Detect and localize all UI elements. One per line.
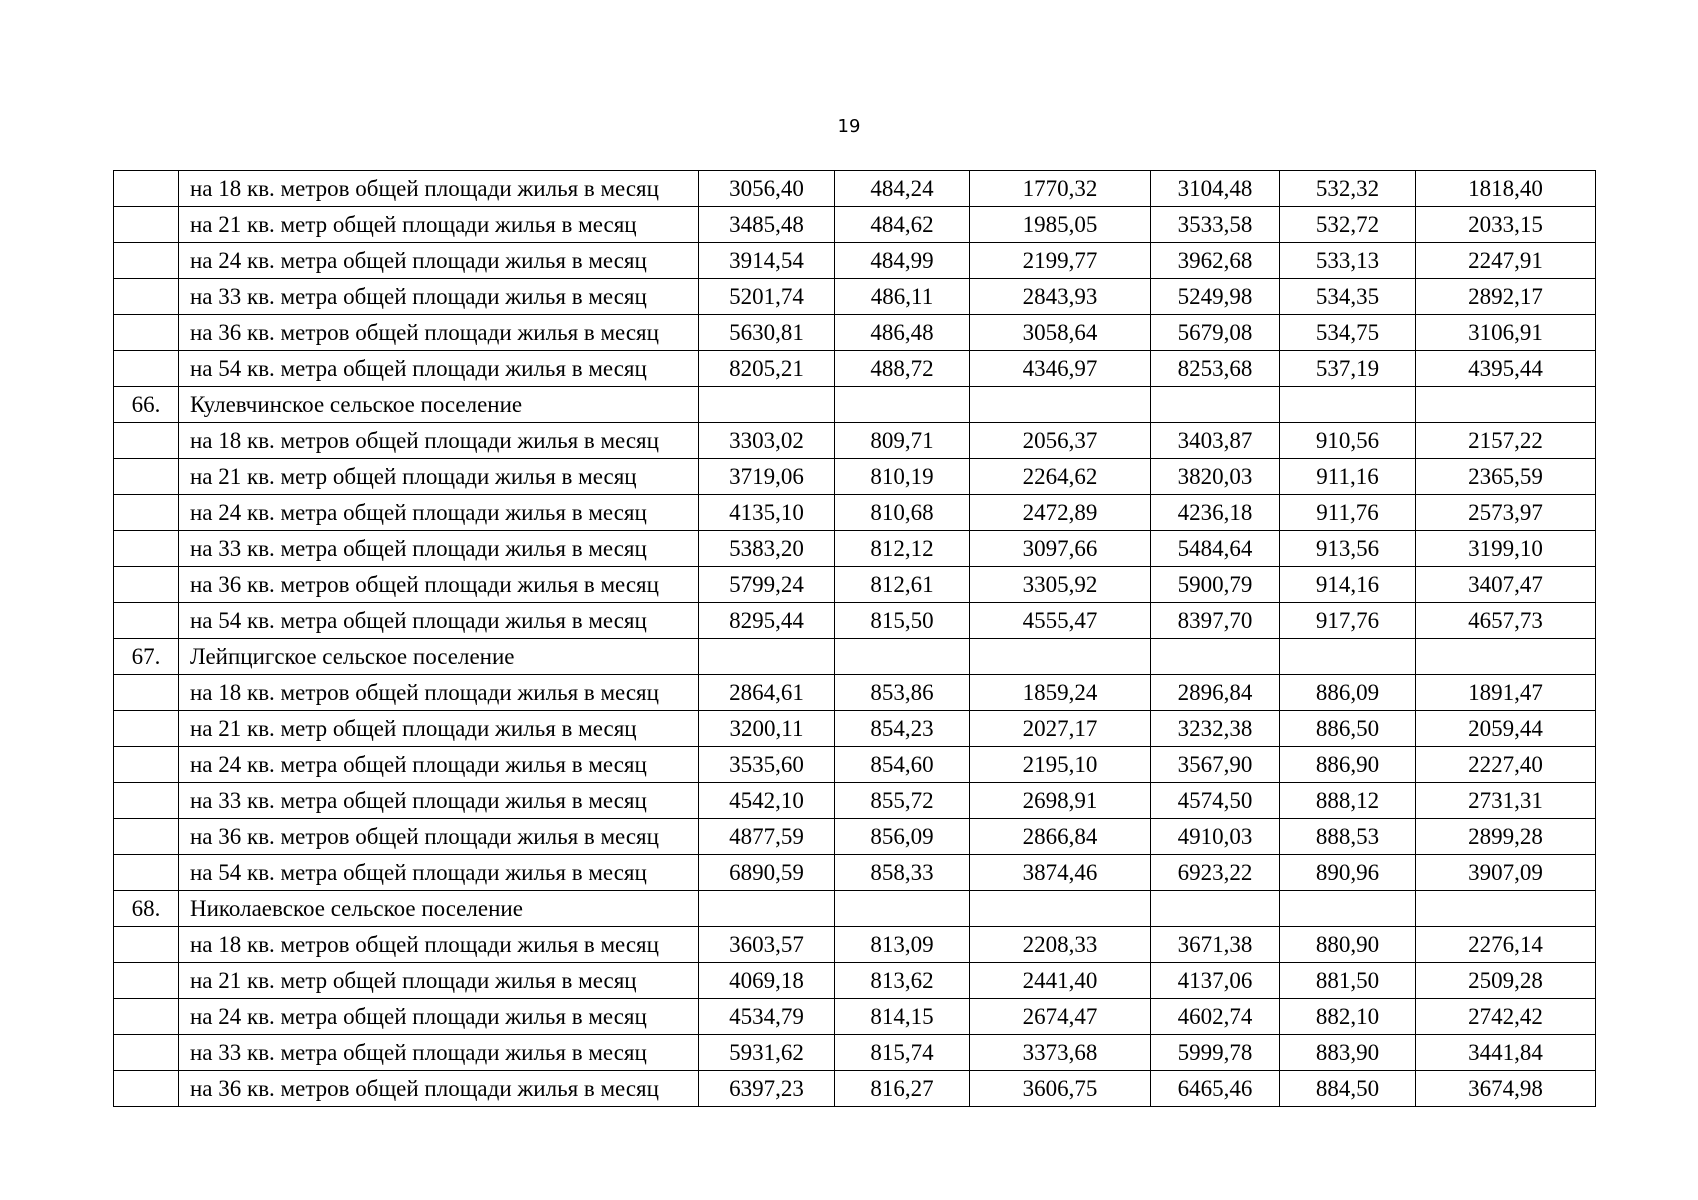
value-cell-4: 5679,08 xyxy=(1151,315,1280,351)
value-cell-2: 854,23 xyxy=(835,711,970,747)
row-index-cell xyxy=(114,243,179,279)
value-cell-5: 882,10 xyxy=(1280,999,1416,1035)
value-cell-4: 4236,18 xyxy=(1151,495,1280,531)
value-cell-2: 854,60 xyxy=(835,747,970,783)
row-index-cell xyxy=(114,711,179,747)
value-cell-3: 2208,33 xyxy=(970,927,1151,963)
value-cell-1: 4534,79 xyxy=(699,999,835,1035)
area-description-cell: на 18 кв. метров общей площади жилья в месяц xyxy=(179,423,699,459)
table-row xyxy=(114,243,1596,279)
row-index-cell xyxy=(114,207,179,243)
table-row xyxy=(114,999,1596,1035)
row-index-cell: 66. xyxy=(114,387,179,423)
value-cell-1 xyxy=(699,387,835,423)
value-cell-5: 881,50 xyxy=(1280,963,1416,999)
value-cell-3 xyxy=(970,891,1151,927)
value-cell-3 xyxy=(970,387,1151,423)
value-cell-6: 3441,84 xyxy=(1416,1035,1596,1071)
value-cell-3: 2027,17 xyxy=(970,711,1151,747)
table-row xyxy=(114,675,1596,711)
area-description-cell: на 18 кв. метров общей площади жилья в месяц xyxy=(179,675,699,711)
value-cell-1: 8205,21 xyxy=(699,351,835,387)
value-cell-3: 2264,62 xyxy=(970,459,1151,495)
value-cell-3: 3058,64 xyxy=(970,315,1151,351)
value-cell-3: 2843,93 xyxy=(970,279,1151,315)
value-cell-6: 2157,22 xyxy=(1416,423,1596,459)
table-row xyxy=(114,459,1596,495)
value-cell-1: 3056,40 xyxy=(699,171,835,207)
value-cell-4: 5249,98 xyxy=(1151,279,1280,315)
row-index-cell xyxy=(114,1071,179,1107)
value-cell-2: 810,19 xyxy=(835,459,970,495)
row-index-cell xyxy=(114,423,179,459)
value-cell-2: 853,86 xyxy=(835,675,970,711)
value-cell-6: 1891,47 xyxy=(1416,675,1596,711)
value-cell-4: 3820,03 xyxy=(1151,459,1280,495)
value-cell-3: 3305,92 xyxy=(970,567,1151,603)
value-cell-1: 3535,60 xyxy=(699,747,835,783)
value-cell-3: 3606,75 xyxy=(970,1071,1151,1107)
row-index-cell xyxy=(114,531,179,567)
area-description-cell: на 36 кв. метров общей площади жилья в месяц xyxy=(179,1071,699,1107)
row-index-cell xyxy=(114,675,179,711)
value-cell-4 xyxy=(1151,891,1280,927)
value-cell-4: 5900,79 xyxy=(1151,567,1280,603)
settlement-name-cell: Лейпцигское сельское поселение xyxy=(179,639,699,675)
area-description-cell: на 33 кв. метра общей площади жилья в месяц xyxy=(179,783,699,819)
value-cell-3 xyxy=(970,639,1151,675)
table-row xyxy=(114,819,1596,855)
value-cell-4: 5999,78 xyxy=(1151,1035,1280,1071)
row-index-cell xyxy=(114,783,179,819)
value-cell-3: 4346,97 xyxy=(970,351,1151,387)
value-cell-2: 812,61 xyxy=(835,567,970,603)
value-cell-5: 911,76 xyxy=(1280,495,1416,531)
value-cell-5: 886,50 xyxy=(1280,711,1416,747)
area-description-cell: на 21 кв. метр общей площади жилья в месяц xyxy=(179,711,699,747)
value-cell-5: 532,72 xyxy=(1280,207,1416,243)
area-description-cell: на 24 кв. метра общей площади жилья в месяц xyxy=(179,495,699,531)
area-description-cell: на 54 кв. метра общей площади жилья в месяц xyxy=(179,351,699,387)
value-cell-6: 2573,97 xyxy=(1416,495,1596,531)
value-cell-6: 3106,91 xyxy=(1416,315,1596,351)
value-cell-2: 488,72 xyxy=(835,351,970,387)
area-description-cell: на 18 кв. метров общей площади жилья в месяц xyxy=(179,927,699,963)
value-cell-5: 886,90 xyxy=(1280,747,1416,783)
value-cell-6: 2899,28 xyxy=(1416,819,1596,855)
row-index-cell xyxy=(114,171,179,207)
value-cell-6: 2892,17 xyxy=(1416,279,1596,315)
value-cell-4: 8397,70 xyxy=(1151,603,1280,639)
row-index-cell xyxy=(114,459,179,495)
value-cell-2: 486,11 xyxy=(835,279,970,315)
value-cell-2: 813,62 xyxy=(835,963,970,999)
row-index-cell xyxy=(114,999,179,1035)
area-description-cell: на 54 кв. метра общей площади жилья в месяц xyxy=(179,855,699,891)
value-cell-2: 812,12 xyxy=(835,531,970,567)
value-cell-1: 6890,59 xyxy=(699,855,835,891)
row-index-cell xyxy=(114,603,179,639)
area-description-cell: на 54 кв. метра общей площади жилья в месяц xyxy=(179,603,699,639)
value-cell-6: 2509,28 xyxy=(1416,963,1596,999)
area-description-cell: на 33 кв. метра общей площади жилья в месяц xyxy=(179,1035,699,1071)
value-cell-4: 6923,22 xyxy=(1151,855,1280,891)
value-cell-4: 4137,06 xyxy=(1151,963,1280,999)
value-cell-6: 3199,10 xyxy=(1416,531,1596,567)
area-description-cell: на 21 кв. метр общей площади жилья в месяц xyxy=(179,963,699,999)
row-index-cell xyxy=(114,747,179,783)
value-cell-2 xyxy=(835,387,970,423)
row-index-cell xyxy=(114,927,179,963)
settlement-name-cell: Николаевское сельское поселение xyxy=(179,891,699,927)
value-cell-4: 4602,74 xyxy=(1151,999,1280,1035)
table-row xyxy=(114,207,1596,243)
table-row xyxy=(114,1071,1596,1107)
section-row xyxy=(114,891,1596,927)
row-index-cell xyxy=(114,855,179,891)
value-cell-2: 810,68 xyxy=(835,495,970,531)
value-cell-2: 484,62 xyxy=(835,207,970,243)
table-row xyxy=(114,567,1596,603)
value-cell-4: 3567,90 xyxy=(1151,747,1280,783)
value-cell-1: 5630,81 xyxy=(699,315,835,351)
table-row xyxy=(114,603,1596,639)
value-cell-3: 3373,68 xyxy=(970,1035,1151,1071)
area-description-cell: на 36 кв. метров общей площади жилья в месяц xyxy=(179,819,699,855)
section-row xyxy=(114,639,1596,675)
value-cell-4: 3962,68 xyxy=(1151,243,1280,279)
value-cell-1: 5383,20 xyxy=(699,531,835,567)
row-index-cell: 68. xyxy=(114,891,179,927)
value-cell-6: 2731,31 xyxy=(1416,783,1596,819)
value-cell-4: 4574,50 xyxy=(1151,783,1280,819)
value-cell-5: 534,75 xyxy=(1280,315,1416,351)
value-cell-6: 4395,44 xyxy=(1416,351,1596,387)
value-cell-5 xyxy=(1280,639,1416,675)
value-cell-3: 3874,46 xyxy=(970,855,1151,891)
value-cell-1: 5201,74 xyxy=(699,279,835,315)
value-cell-2: 816,27 xyxy=(835,1071,970,1107)
value-cell-4: 3533,58 xyxy=(1151,207,1280,243)
value-cell-1: 2864,61 xyxy=(699,675,835,711)
row-index-cell xyxy=(114,351,179,387)
value-cell-3: 2195,10 xyxy=(970,747,1151,783)
value-cell-2: 855,72 xyxy=(835,783,970,819)
table-row xyxy=(114,315,1596,351)
value-cell-2: 815,50 xyxy=(835,603,970,639)
value-cell-5: 884,50 xyxy=(1280,1071,1416,1107)
value-cell-1: 4069,18 xyxy=(699,963,835,999)
value-cell-2: 486,48 xyxy=(835,315,970,351)
value-cell-3: 4555,47 xyxy=(970,603,1151,639)
value-cell-5: 880,90 xyxy=(1280,927,1416,963)
value-cell-2 xyxy=(835,639,970,675)
area-description-cell: на 24 кв. метра общей площади жилья в месяц xyxy=(179,243,699,279)
value-cell-6: 2276,14 xyxy=(1416,927,1596,963)
value-cell-1: 8295,44 xyxy=(699,603,835,639)
value-cell-3: 1770,32 xyxy=(970,171,1151,207)
value-cell-4: 4910,03 xyxy=(1151,819,1280,855)
value-cell-1: 3303,02 xyxy=(699,423,835,459)
value-cell-5: 910,56 xyxy=(1280,423,1416,459)
value-cell-1: 3485,48 xyxy=(699,207,835,243)
value-cell-2: 809,71 xyxy=(835,423,970,459)
area-description-cell: на 33 кв. метра общей площади жилья в месяц xyxy=(179,279,699,315)
value-cell-6: 4657,73 xyxy=(1416,603,1596,639)
table-row xyxy=(114,423,1596,459)
value-cell-1: 4542,10 xyxy=(699,783,835,819)
value-cell-1: 3200,11 xyxy=(699,711,835,747)
value-cell-2: 858,33 xyxy=(835,855,970,891)
table-row xyxy=(114,963,1596,999)
section-row xyxy=(114,387,1596,423)
value-cell-6 xyxy=(1416,891,1596,927)
value-cell-3: 2866,84 xyxy=(970,819,1151,855)
value-cell-2 xyxy=(835,891,970,927)
value-cell-4 xyxy=(1151,639,1280,675)
value-cell-4 xyxy=(1151,387,1280,423)
value-cell-1 xyxy=(699,639,835,675)
value-cell-4: 3232,38 xyxy=(1151,711,1280,747)
value-cell-3: 2674,47 xyxy=(970,999,1151,1035)
value-cell-4: 8253,68 xyxy=(1151,351,1280,387)
row-index-cell: 67. xyxy=(114,639,179,675)
value-cell-5 xyxy=(1280,891,1416,927)
value-cell-6: 2365,59 xyxy=(1416,459,1596,495)
area-description-cell: на 18 кв. метров общей площади жилья в месяц xyxy=(179,171,699,207)
value-cell-5: 890,96 xyxy=(1280,855,1416,891)
value-cell-6: 2247,91 xyxy=(1416,243,1596,279)
value-cell-5: 533,13 xyxy=(1280,243,1416,279)
value-cell-6 xyxy=(1416,387,1596,423)
table-row xyxy=(114,783,1596,819)
value-cell-1 xyxy=(699,891,835,927)
value-cell-4: 6465,46 xyxy=(1151,1071,1280,1107)
value-cell-2: 815,74 xyxy=(835,1035,970,1071)
value-cell-6: 1818,40 xyxy=(1416,171,1596,207)
value-cell-3: 2056,37 xyxy=(970,423,1151,459)
area-description-cell: на 36 кв. метров общей площади жилья в месяц xyxy=(179,567,699,603)
table-body xyxy=(114,171,1596,1107)
value-cell-3: 2199,77 xyxy=(970,243,1151,279)
value-cell-5: 888,12 xyxy=(1280,783,1416,819)
area-description-cell: на 33 кв. метра общей площади жилья в месяц xyxy=(179,531,699,567)
table-row xyxy=(114,351,1596,387)
value-cell-1: 3603,57 xyxy=(699,927,835,963)
value-cell-5 xyxy=(1280,387,1416,423)
value-cell-1: 5799,24 xyxy=(699,567,835,603)
value-cell-3: 2441,40 xyxy=(970,963,1151,999)
value-cell-4: 3104,48 xyxy=(1151,171,1280,207)
table-row xyxy=(114,927,1596,963)
area-description-cell: на 21 кв. метр общей площади жилья в месяц xyxy=(179,207,699,243)
settlement-name-cell: Кулевчинское сельское поселение xyxy=(179,387,699,423)
value-cell-5: 537,19 xyxy=(1280,351,1416,387)
value-cell-5: 534,35 xyxy=(1280,279,1416,315)
row-index-cell xyxy=(114,315,179,351)
value-cell-1: 3719,06 xyxy=(699,459,835,495)
value-cell-5: 914,16 xyxy=(1280,567,1416,603)
table-row xyxy=(114,171,1596,207)
value-cell-3: 3097,66 xyxy=(970,531,1151,567)
value-cell-2: 813,09 xyxy=(835,927,970,963)
value-cell-6: 2227,40 xyxy=(1416,747,1596,783)
area-description-cell: на 21 кв. метр общей площади жилья в месяц xyxy=(179,459,699,495)
value-cell-6: 2059,44 xyxy=(1416,711,1596,747)
row-index-cell xyxy=(114,1035,179,1071)
page-number: 19 xyxy=(837,116,861,137)
table-row xyxy=(114,855,1596,891)
value-cell-1: 5931,62 xyxy=(699,1035,835,1071)
value-cell-1: 3914,54 xyxy=(699,243,835,279)
value-cell-2: 814,15 xyxy=(835,999,970,1035)
value-cell-3: 2472,89 xyxy=(970,495,1151,531)
value-cell-5: 917,76 xyxy=(1280,603,1416,639)
table-row xyxy=(114,747,1596,783)
table-row xyxy=(114,279,1596,315)
table-row xyxy=(114,495,1596,531)
table-row xyxy=(114,711,1596,747)
value-cell-1: 4135,10 xyxy=(699,495,835,531)
table-row xyxy=(114,531,1596,567)
tariff-table xyxy=(113,170,1596,1107)
value-cell-3: 1985,05 xyxy=(970,207,1151,243)
value-cell-4: 2896,84 xyxy=(1151,675,1280,711)
area-description-cell: на 24 кв. метра общей площади жилья в месяц xyxy=(179,747,699,783)
value-cell-6: 2033,15 xyxy=(1416,207,1596,243)
value-cell-6: 3674,98 xyxy=(1416,1071,1596,1107)
table-row xyxy=(114,1035,1596,1071)
row-index-cell xyxy=(114,495,179,531)
value-cell-3: 2698,91 xyxy=(970,783,1151,819)
area-description-cell: на 36 кв. метров общей площади жилья в месяц xyxy=(179,315,699,351)
value-cell-4: 5484,64 xyxy=(1151,531,1280,567)
row-index-cell xyxy=(114,963,179,999)
value-cell-5: 911,16 xyxy=(1280,459,1416,495)
value-cell-6: 2742,42 xyxy=(1416,999,1596,1035)
row-index-cell xyxy=(114,567,179,603)
value-cell-6: 3407,47 xyxy=(1416,567,1596,603)
value-cell-2: 856,09 xyxy=(835,819,970,855)
row-index-cell xyxy=(114,819,179,855)
value-cell-3: 1859,24 xyxy=(970,675,1151,711)
value-cell-5: 886,09 xyxy=(1280,675,1416,711)
row-index-cell xyxy=(114,279,179,315)
value-cell-5: 913,56 xyxy=(1280,531,1416,567)
value-cell-2: 484,24 xyxy=(835,171,970,207)
value-cell-5: 888,53 xyxy=(1280,819,1416,855)
value-cell-5: 883,90 xyxy=(1280,1035,1416,1071)
value-cell-4: 3671,38 xyxy=(1151,927,1280,963)
value-cell-1: 4877,59 xyxy=(699,819,835,855)
area-description-cell: на 24 кв. метра общей площади жилья в месяц xyxy=(179,999,699,1035)
value-cell-4: 3403,87 xyxy=(1151,423,1280,459)
value-cell-2: 484,99 xyxy=(835,243,970,279)
value-cell-5: 532,32 xyxy=(1280,171,1416,207)
value-cell-6: 3907,09 xyxy=(1416,855,1596,891)
value-cell-6 xyxy=(1416,639,1596,675)
value-cell-1: 6397,23 xyxy=(699,1071,835,1107)
